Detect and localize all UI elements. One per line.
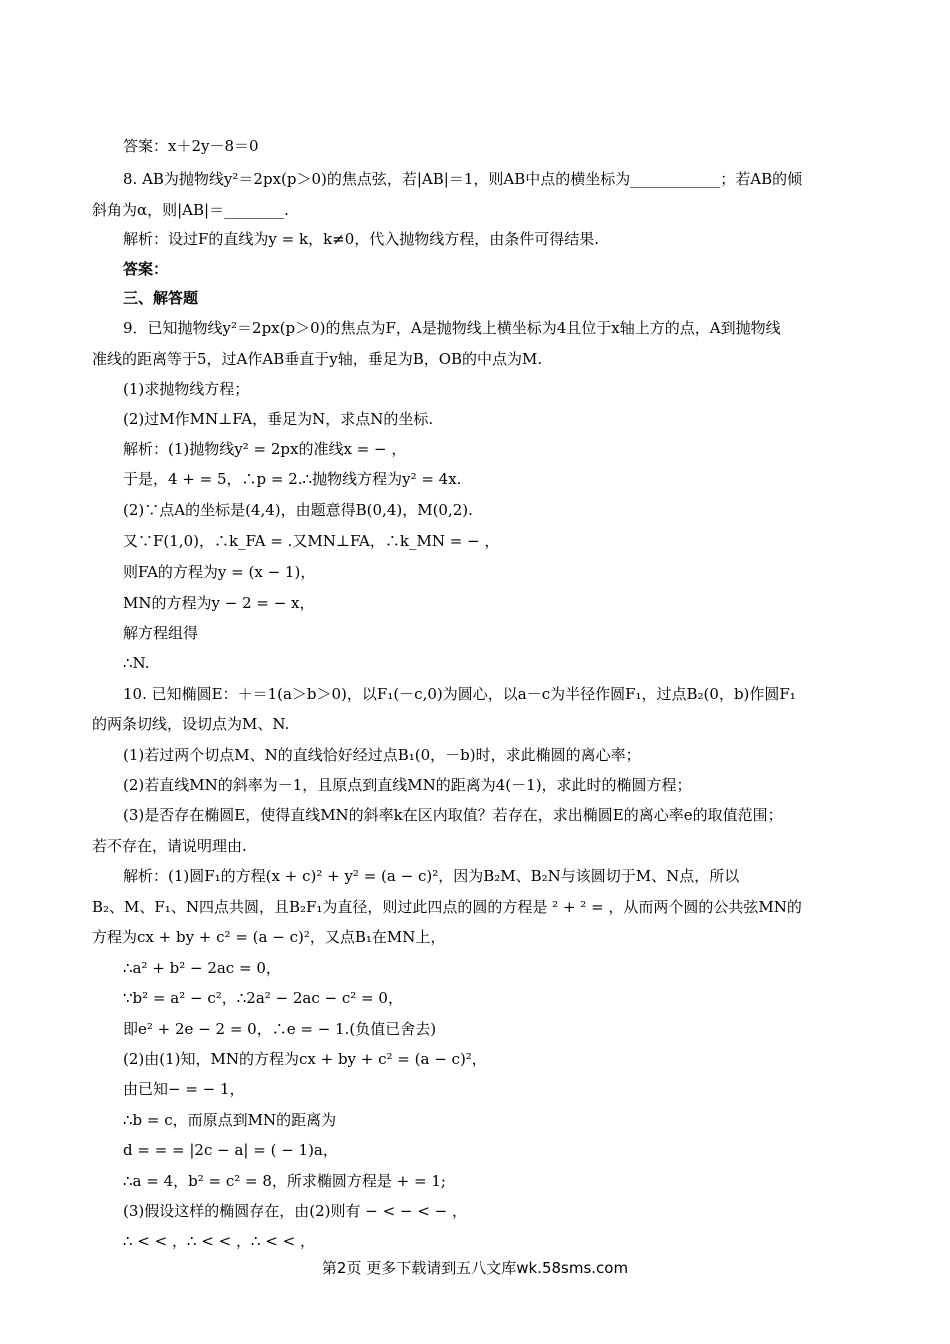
solution-8: 解析：设过F的直线为y = k，k≠0，代入抛物线方程，由条件可得结果.: [123, 230, 600, 248]
solution-10-line-11: ∴a = 4，b² = c² = 8，所求椭圆方程是 + = 1;: [123, 1172, 446, 1190]
problem-10-part-3-cont: 若不存在，请说明理由.: [92, 837, 247, 855]
solution-10-line-13: ∴ < < ，∴ < < ，∴ < < ，: [123, 1232, 315, 1250]
problem-10-line-2: 的两条切线，设切点为M、N.: [92, 715, 290, 733]
problem-9-part-2: (2)过M作MN⊥FA，垂足为N，求点N的坐标.: [123, 410, 434, 428]
solution-9-line-5: 则FA的方程为y = (x − 1)，: [123, 563, 316, 581]
problem-10-part-1: (1)若过两个切点M、N的直线恰好经过点B₁(0，－b)时，求此椭圆的离心率；: [123, 746, 641, 764]
problem-10-part-3: (3)是否存在椭圆E，使得直线MN的斜率k在区内取值？若存在，求出椭圆E的离心率e的取值范围；: [123, 806, 783, 824]
page-footer: 第2页 更多下载请到五八文库wk.58sms.com: [321, 1259, 629, 1277]
problem-10-line-1: 10. 已知椭圆E：＋＝1(a＞b＞0)，以F₁(－c,0)为圆心，以a－c为半径作圆F₁，过点B₂(0，b)作圆F₁: [123, 685, 796, 703]
problem-9-line-1: 9．已知抛物线y²＝2px(p＞0)的焦点为F，A是抛物线上横坐标为4且位于x轴上方的点，A到抛物线: [123, 319, 781, 337]
solution-10-line-3: 方程为cx + by + c² = (a − c)²，又点B₁在MN上，: [92, 928, 446, 946]
solution-10-line-2: B₂、M、F₁、N四点共圆，且B₂F₁为直径，则过此四点的圆的方程是 ² + ² = ，从而两个圆的公共弦MN的: [92, 898, 802, 916]
solution-9-line-3: (2)∵点A的坐标是(4,4)，由题意得B(0,4)，M(0,2).: [123, 501, 473, 519]
solution-10-line-4: ∴a² + b² − 2ac = 0，: [123, 959, 281, 977]
answer-8: 答案：: [123, 260, 169, 278]
solution-10-line-9: ∴b = c，而原点到MN的距离为: [123, 1111, 337, 1129]
solution-9-line-2: 于是，4 + = 5，∴p = 2.∴抛物线方程为y² = 4x.: [123, 470, 462, 488]
solution-10-line-8: 由已知− = − 1，: [123, 1080, 245, 1098]
solution-9-line-4: 又∵F(1,0)，∴k_FA = .又MN⊥FA，∴k_MN = − ，: [123, 532, 500, 550]
solution-10-line-7: (2)由(1)知，MN的方程为cx + by + c² = (a − c)²，: [123, 1050, 487, 1068]
solution-10-line-10: d = = = |2c − a| = ( − 1)a，: [123, 1141, 338, 1159]
solution-9-line-6: MN的方程为y − 2 = − x，: [123, 594, 315, 612]
solution-10-line-1: 解析：(1)圆F₁的方程(x + c)² + y² = (a − c)²，因为B₂M、B₂N与该圆切于M、N点，所以: [123, 867, 740, 885]
answer-7: 答案：x＋2y－8＝0: [123, 137, 259, 155]
solution-10-line-5: ∵b² = a² − c²，∴2a² − 2ac − c² = 0，: [123, 989, 403, 1007]
problem-8-line-2: 斜角为α，则|AB|＝________.: [92, 201, 289, 219]
solution-10-line-6: 即e² + 2e − 2 = 0，∴e = − 1.(负值已舍去): [123, 1020, 437, 1038]
solution-9-line-1: 解析：(1)抛物线y² = 2px的准线x = − ，: [123, 440, 407, 458]
problem-10-part-2: (2)若直线MN的斜率为－1，且原点到直线MN的距离为4(－1)，求此时的椭圆方程；: [123, 776, 692, 794]
solution-10-line-12: (3)假设这样的椭圆存在，由(2)则有 − < − < − ，: [123, 1202, 467, 1220]
problem-8-line-1: 8. AB为抛物线y²＝2px(p＞0)的焦点弦，若|AB|＝1，则AB中点的横坐标为____________；若AB的倾: [123, 170, 803, 188]
solution-9-line-8: ∴N.: [123, 654, 150, 672]
problem-9-part-1: (1)求抛物线方程；: [123, 380, 250, 398]
problem-9-line-2: 准线的距离等于5，过A作AB垂直于y轴，垂足为B，OB的中点为M.: [92, 350, 543, 368]
solution-9-line-7: 解方程组得: [123, 624, 199, 642]
section-heading: 三、解答题: [123, 289, 199, 307]
